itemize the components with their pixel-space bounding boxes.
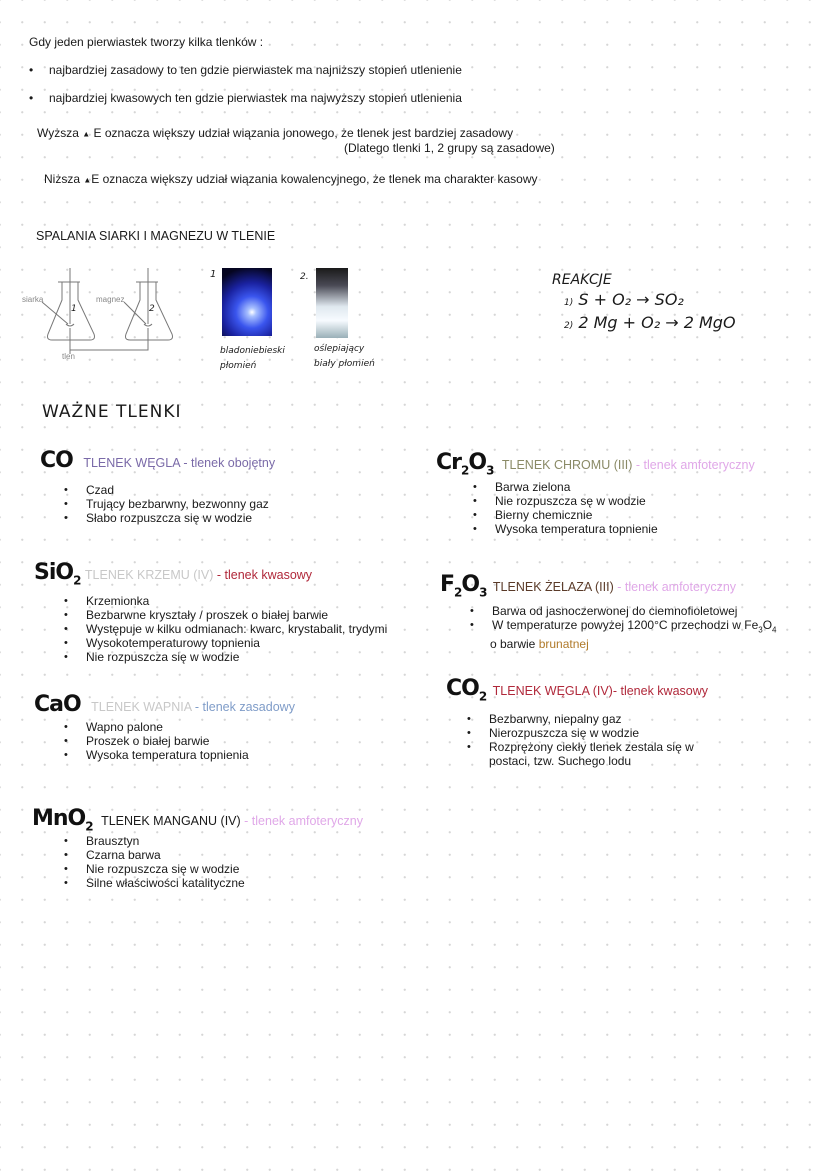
co2-list: [467, 712, 694, 768]
flask-diagram-icon: [18, 262, 198, 372]
oxide-co-header: [40, 448, 275, 473]
reactions-title: REAKCJE: [552, 272, 612, 288]
delta-icon: ▲: [82, 129, 91, 139]
list-item: • Wysokotemperaturowy topnienia: [64, 636, 387, 650]
photo2-number: 2.: [300, 272, 309, 282]
co-formula: CO: [40, 448, 73, 473]
cr2o3-formula: $Cr_2O_3$: [436, 450, 494, 478]
intro-bullet-1: • najbardziej zasadowy to ten gdzie pierwiastek ma najniższy stopień utlenienie: [29, 63, 462, 77]
photo2-caption: [314, 342, 375, 372]
photo1-caption-line1: bladoniebieski: [220, 346, 285, 356]
list-item: • Proszek o białej barwie: [64, 734, 249, 748]
reaction-1: [564, 290, 736, 313]
cao-formula: CaO: [34, 692, 81, 717]
reaction-1-number: 1): [564, 298, 574, 308]
oxide-sio2-header: [34, 560, 312, 587]
lower-prefix: Niższa: [44, 172, 81, 186]
photo1-caption-line2: płomień: [220, 361, 257, 371]
list-item: • Słabo rozpuszcza się w wodzie: [64, 511, 269, 525]
intro-bullet-2: • najbardziej kwasowych ten gdzie pierwiastek ma najwyższy stopień utlenienia: [29, 91, 462, 105]
lower-delta-line: [44, 172, 538, 187]
blue-flame-photo: [222, 268, 272, 336]
list-item: • W temperaturze powyżej 1200°C przechodzi w $Fe_3O_4$: [470, 618, 777, 637]
list-item: • Barwa zielona: [473, 480, 658, 494]
sio2-list: [64, 594, 387, 664]
list-item: • Silne właściwości katalityczne: [64, 876, 245, 890]
reaction-2-equation: 2 Mg + O₂ → 2 MgO: [578, 313, 736, 332]
label-magnesium: magnez: [96, 295, 125, 304]
flask1-number: 1: [71, 304, 77, 314]
higher-rest: E oznacza większy udział wiązania jonowego, że tlenek jest bardziej zasadowy: [93, 126, 514, 140]
mno2-title: TLENEK MANGANU (IV): [101, 814, 241, 828]
mno2-list: [64, 834, 245, 890]
intro-bullet-2-text: najbardziej kwasowych ten gdzie pierwiastek ma najwyższy stopień utlenienia: [49, 91, 462, 105]
delta-icon: ▲: [83, 175, 92, 185]
list-item: • Rozprężony ciekły tlenek zestala się w: [467, 740, 694, 754]
fe2o3-formula: $F_2O_3$: [440, 572, 487, 600]
sio2-formula: SiO$_2$: [34, 560, 81, 588]
intro-heading: Gdy jeden pierwiastek tworzy kilka tlenków :: [29, 35, 264, 49]
flask2-number: 2: [149, 304, 155, 314]
co2-title: TLENEK WĘGLA (IV)- tlenek kwasowy: [492, 684, 709, 698]
cr2o3-list: [473, 480, 658, 536]
reaction-2-number: 2): [564, 321, 574, 331]
list-item: • Barwa od jasnoczerwonej do ciemnofioletowej: [470, 604, 777, 618]
combustion-title: SPALANIA SIARKI I MAGNEZU W TLENIE: [36, 229, 276, 243]
co-list: [64, 483, 269, 525]
white-flame-photo: [316, 268, 348, 338]
list-item: • Trujący bezbarwny, bezwonny gaz: [64, 497, 269, 511]
cao-title: TLENEK WAPNIA: [91, 700, 192, 714]
list-item: • Bierny chemicznie: [473, 508, 658, 522]
lower-rest: E oznacza większy udział wiązania kowalencyjnego, że tlenek ma charakter kasowy: [91, 172, 538, 186]
co-title: TLENEK WĘGLA - tlenek obojętny: [83, 456, 276, 470]
list-item: • Krzemionka: [64, 594, 387, 608]
reaction-1-equation: S + O₂ → SO₂: [578, 290, 684, 309]
higher-prefix: Wyższa: [37, 126, 79, 140]
label-oxygen: tlen: [62, 352, 75, 361]
sio2-type: - tlenek kwasowy: [213, 568, 313, 582]
photo2-caption-line2: biały płomień: [314, 359, 375, 369]
mno2-type: - tlenek amfoteryczny: [240, 814, 363, 828]
list-item: • Nie rozpuszcza sę w wodzie: [473, 494, 658, 508]
list-item: • Nie rozpuszcza się w wodzie: [64, 862, 245, 876]
important-oxides-title: WAŻNE TLENKI: [42, 402, 182, 422]
cr2o3-type: - tlenek amfoteryczny: [632, 458, 755, 472]
fe2o3-list: [470, 604, 777, 651]
flask-diagram: [18, 262, 198, 372]
list-item: • Nie rozpuszcza się w wodzie: [64, 650, 387, 664]
list-item: • Brausztyn: [64, 834, 245, 848]
oxide-mno2-header: [32, 806, 363, 833]
list-item: • Nierozpuszcza się w wodzie: [467, 726, 694, 740]
co2-formula: $CO_2$: [446, 676, 487, 704]
sio2-title: TLENEK KRZEMU (IV): [84, 568, 214, 582]
list-item: • Czad: [64, 483, 269, 497]
photo1-number: 1: [210, 269, 217, 280]
cao-list: [64, 720, 249, 762]
oxide-co2-header: [446, 676, 708, 703]
reaction-2: [564, 313, 736, 336]
list-item: • Czarna barwa: [64, 848, 245, 862]
higher-delta-line: [37, 126, 513, 141]
oxide-cao-header: [34, 692, 295, 717]
list-item-continuation: o barwie brunatnej: [490, 637, 589, 652]
list-item: • Występuje w kilku odmianach: kwarc, krystabalit, trydymi: [64, 622, 387, 636]
list-item: • Wapno palone: [64, 720, 249, 734]
intro-bullet-1-text: najbardziej zasadowy to ten gdzie pierwiastek ma najniższy stopień utlenienie: [49, 63, 462, 77]
reactions-block: [552, 270, 736, 336]
photo1-caption: [220, 344, 285, 374]
list-item: • Bezbarwne kryształy / proszek o białej barwie: [64, 608, 387, 622]
label-sulfur: siarka: [22, 295, 44, 304]
list-item: • Wysoka temperatura topnienia: [64, 748, 249, 762]
oxide-fe2o3-header: [440, 572, 736, 599]
list-item: • Bezbarwny, niepalny gaz: [467, 712, 694, 726]
cr2o3-title: TLENEK CHROMU (III): [501, 458, 633, 472]
mno2-formula: MnO$_2$: [32, 806, 93, 834]
list-item-continuation: postaci, tzw. Suchego lodu: [489, 754, 632, 768]
fe2o3-type: - tlenek amfoteryczny: [613, 580, 737, 594]
higher-note: (Dlatego tlenki 1, 2 grupy są zasadowe): [344, 141, 555, 155]
fe2o3-title: TLENEK ŻELAZA (III): [492, 580, 614, 594]
oxide-cr2o3-header: [436, 450, 755, 477]
cao-type: - tlenek zasadowy: [191, 700, 295, 714]
photo2-caption-line1: oślepiający: [314, 344, 365, 354]
list-item: • Wysoka temperatura topnienie: [473, 522, 658, 536]
